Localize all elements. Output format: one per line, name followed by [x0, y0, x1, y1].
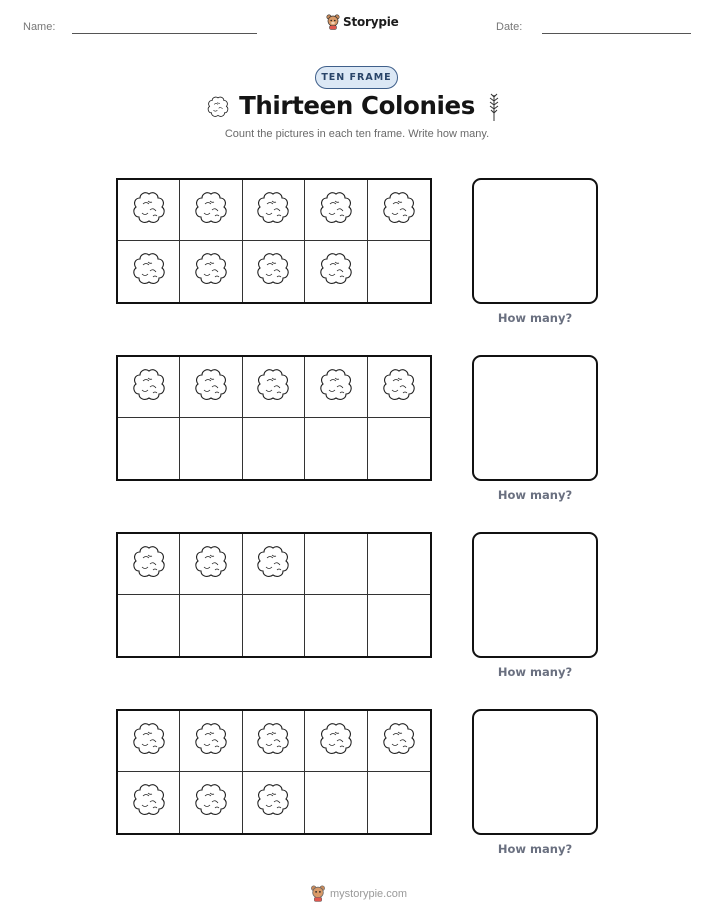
frame-cell — [243, 534, 305, 595]
footer — [310, 885, 407, 902]
cotton-boll-icon — [129, 542, 169, 587]
frame-cell — [243, 180, 305, 241]
frame-cell — [243, 772, 305, 833]
frame-cell — [118, 772, 180, 833]
how-many-label-2: How many? — [497, 488, 573, 502]
frame-cell — [368, 595, 430, 656]
frame-cell — [368, 534, 430, 595]
frame-cell — [305, 534, 367, 595]
frame-cell — [118, 595, 180, 656]
frame-cell — [368, 711, 430, 772]
cotton-boll-icon — [191, 780, 231, 825]
cotton-boll-icon — [316, 365, 356, 410]
frame-cell — [243, 357, 305, 418]
frame-cell — [368, 180, 430, 241]
cotton-boll-icon — [316, 188, 356, 233]
cotton-boll-icon — [129, 719, 169, 764]
how-many-label-4: How many? — [497, 842, 573, 856]
frame-cell — [118, 180, 180, 241]
bear-mascot-icon — [310, 885, 326, 902]
frame-cell — [180, 595, 242, 656]
cotton-boll-icon — [253, 719, 293, 764]
cotton-boll-icon — [379, 365, 419, 410]
frame-cell — [305, 241, 367, 302]
frame-cell — [305, 595, 367, 656]
wheat-icon — [486, 92, 502, 127]
frame-cell — [180, 357, 242, 418]
frame-cell — [118, 534, 180, 595]
frame-cell — [180, 418, 242, 479]
answer-box-2[interactable] — [472, 355, 598, 481]
cotton-boll-icon — [253, 188, 293, 233]
frame-cell — [180, 534, 242, 595]
frame-cell — [305, 711, 367, 772]
cotton-boll-icon — [253, 542, 293, 587]
ten-frame-1 — [116, 178, 432, 304]
cotton-boll-icon — [129, 249, 169, 294]
cotton-boll-icon — [253, 249, 293, 294]
name-label: Name: — [23, 21, 56, 33]
cotton-boll-icon — [129, 780, 169, 825]
date-line[interactable] — [542, 33, 691, 34]
cotton-boll-icon — [191, 542, 231, 587]
frame-cell — [180, 241, 242, 302]
frame-cell — [180, 180, 242, 241]
frame-cell — [243, 418, 305, 479]
cotton-boll-icon — [379, 719, 419, 764]
how-many-label-1: How many? — [497, 311, 573, 325]
frame-cell — [305, 357, 367, 418]
frame-cell — [368, 772, 430, 833]
cotton-boll-icon — [191, 249, 231, 294]
cotton-boll-icon — [253, 365, 293, 410]
cotton-boll-icon — [191, 188, 231, 233]
frame-cell — [118, 418, 180, 479]
frame-cell — [305, 418, 367, 479]
ten-frame-2 — [116, 355, 432, 481]
frame-cell — [118, 241, 180, 302]
cotton-boll-icon — [129, 188, 169, 233]
frame-cell — [243, 711, 305, 772]
frame-cell — [368, 357, 430, 418]
ten-frame-3 — [116, 532, 432, 658]
cotton-boll-icon — [379, 188, 419, 233]
bear-mascot-icon — [326, 14, 340, 30]
instructions: Count the pictures in each ten frame. Write how many. — [224, 128, 490, 140]
brand-name: Storypie — [343, 15, 399, 29]
brand-logo — [326, 14, 399, 30]
how-many-label-3: How many? — [497, 665, 573, 679]
cotton-boll-icon — [316, 719, 356, 764]
answer-box-3[interactable] — [472, 532, 598, 658]
cotton-boll-icon — [191, 719, 231, 764]
frame-cell — [305, 772, 367, 833]
cotton-boll-icon — [129, 365, 169, 410]
frame-cell — [243, 595, 305, 656]
page-title: Thirteen Colonies — [239, 91, 475, 120]
frame-cell — [305, 180, 367, 241]
date-label: Date: — [496, 21, 523, 33]
frame-cell — [368, 241, 430, 302]
cotton-boll-icon — [253, 780, 293, 825]
answer-box-1[interactable] — [472, 178, 598, 304]
answer-box-4[interactable] — [472, 709, 598, 835]
frame-cell — [180, 711, 242, 772]
frame-cell — [180, 772, 242, 833]
footer-url: mystorypie.com — [330, 887, 408, 900]
worksheet-type-badge: TEN FRAME — [315, 66, 398, 89]
cotton-boll-icon — [191, 365, 231, 410]
ten-frame-4 — [116, 709, 432, 835]
frame-cell — [368, 418, 430, 479]
name-line[interactable] — [72, 33, 257, 34]
frame-cell — [243, 241, 305, 302]
frame-cell — [118, 357, 180, 418]
frame-cell — [118, 711, 180, 772]
cotton-boll-icon — [316, 249, 356, 294]
